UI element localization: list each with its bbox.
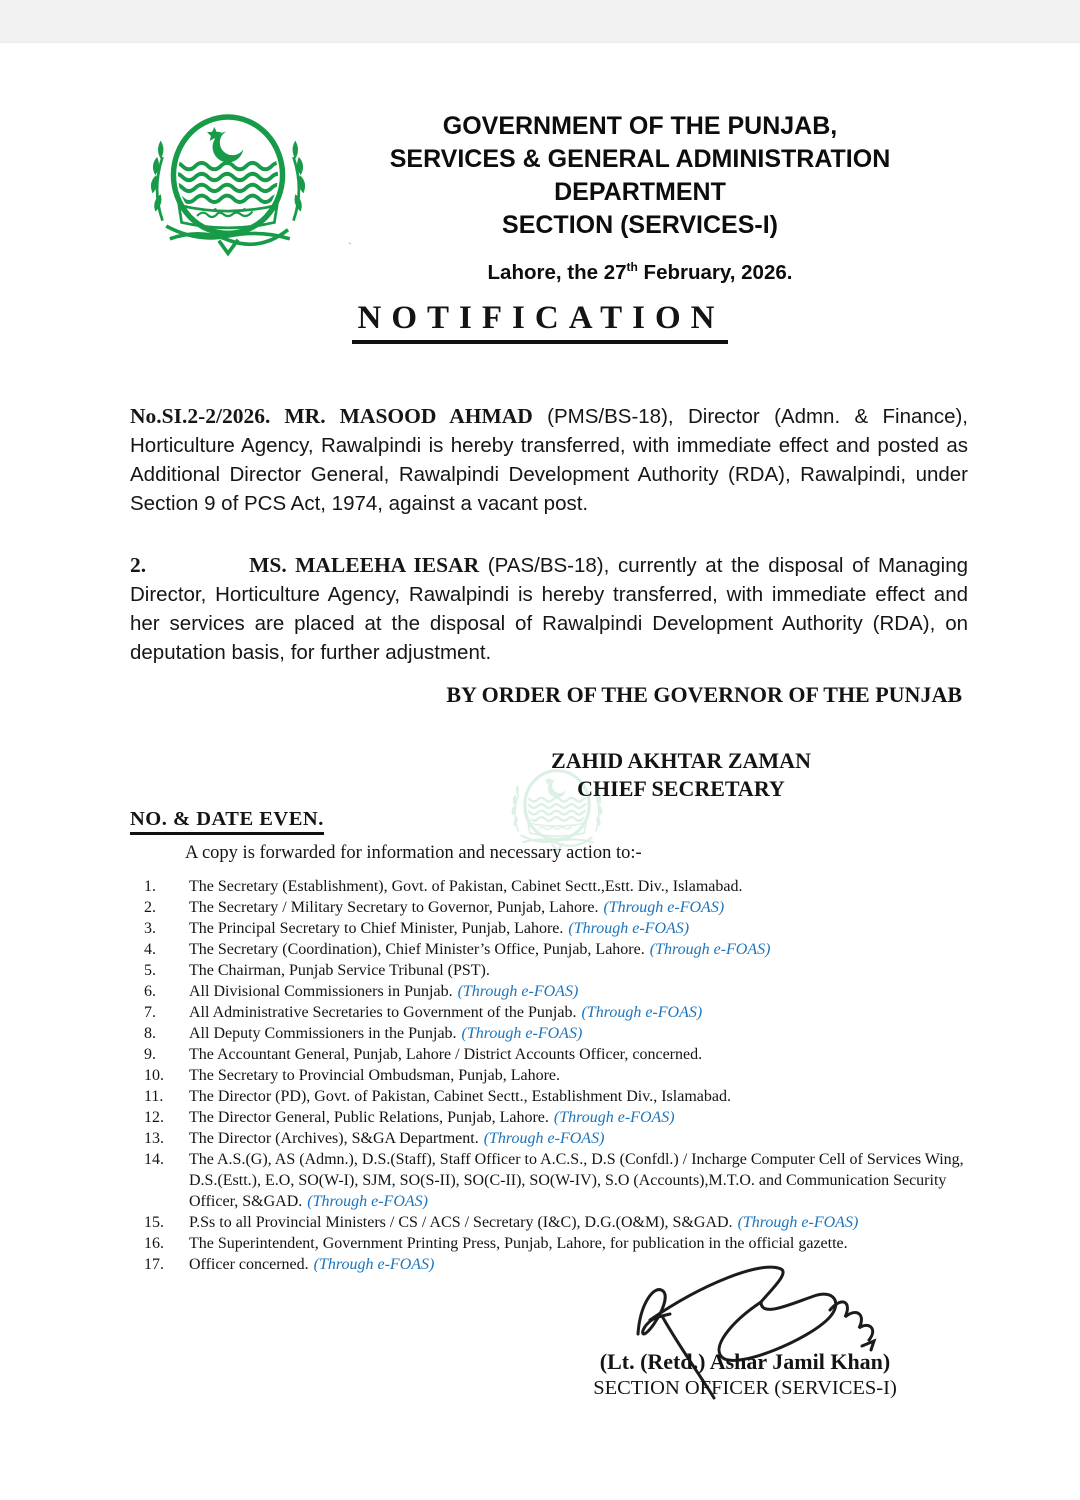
org-line-2: SERVICES & GENERAL ADMINISTRATION bbox=[389, 145, 891, 173]
efoas-note: (Through e-FOAS) bbox=[553, 1109, 675, 1126]
list-item-number: 17. bbox=[144, 1256, 164, 1273]
scan-artifact: ˋ bbox=[348, 240, 352, 254]
list-item-number: 6. bbox=[144, 983, 156, 1000]
paragraph-1-text: (PMS/BS-18), Director (Admn. & Finance), Horticulture Agency, Rawalpindi is hereby transferred, with immediate effect and posted as Additional Director General, Rawalpindi Development Authority (RDA), Rawalpindi, under Section 9 of PCS Act, 1974, against a vacant post. bbox=[130, 404, 968, 515]
list-item bbox=[144, 1044, 968, 1065]
list-item-number: 1. bbox=[144, 878, 156, 895]
paragraph-1-subject: No.SI.2-2/2026. MR. MASOOD AHMAD bbox=[130, 403, 533, 428]
efoas-note: (Through e-FOAS) bbox=[581, 1004, 703, 1021]
letterhead bbox=[350, 110, 930, 289]
list-item-number: 3. bbox=[144, 920, 156, 937]
place-date-line bbox=[350, 251, 930, 289]
list-item-text: The Director General, Public Relations, Punjab, Lahore. bbox=[189, 1109, 549, 1126]
list-item bbox=[144, 876, 968, 897]
org-line-4: SECTION (SERVICES-I) bbox=[502, 211, 778, 239]
org-line-1: GOVERNMENT OF THE PUNJAB, bbox=[442, 112, 838, 140]
efoas-note: (Through e-FOAS) bbox=[483, 1130, 605, 1147]
efoas-note: (Through e-FOAS) bbox=[307, 1193, 428, 1210]
top-gray-band bbox=[0, 0, 1080, 43]
list-item-number: 16. bbox=[144, 1235, 164, 1252]
no-date-even-heading: NO. & DATE EVEN. bbox=[130, 808, 324, 835]
list-item-text: The Secretary / Military Secretary to Governor, Punjab, Lahore. bbox=[189, 899, 599, 916]
list-item bbox=[144, 939, 968, 960]
paragraph-2 bbox=[130, 551, 968, 667]
list-item-text: The Director (Archives), S&GA Department. bbox=[189, 1130, 479, 1147]
list-item-number: 11. bbox=[144, 1088, 164, 1105]
title-row bbox=[0, 300, 1080, 344]
list-item bbox=[144, 1002, 968, 1023]
list-item bbox=[144, 960, 968, 981]
list-item-number: 13. bbox=[144, 1130, 164, 1147]
efoas-note: (Through e-FOAS) bbox=[737, 1214, 859, 1231]
list-item bbox=[144, 1128, 968, 1149]
list-item-number: 2. bbox=[144, 899, 156, 916]
list-item-text: All Divisional Commissioners in Punjab. bbox=[189, 983, 453, 1000]
by-order-line: BY ORDER OF THE GOVERNOR OF THE PUNJAB bbox=[446, 682, 962, 707]
list-item-text: The Secretary to Provincial Ombudsman, Punjab, Lahore. bbox=[189, 1067, 561, 1084]
signing-officer-title: SECTION OFFICER (SERVICES-I) bbox=[593, 1377, 897, 1399]
recipients-list bbox=[144, 876, 968, 1275]
list-item-text: The A.S.(G), AS (Admn.), D.S.(Staff), Staff Officer to A.C.S., D.S (Confdl.) / Incharge Computer Cell of Services Wing, D.S.(Estt.), E.O, SO(W-I), SJM, SO(S-II), SO(C-II), SO(W-IV), S.O (Accounts),M.T.O. and Communication Security Officer, S&GAD. bbox=[189, 1151, 964, 1210]
forwarding-line: A copy is forwarded for information and necessary action to:- bbox=[185, 843, 642, 863]
list-item-text: The Chairman, Punjab Service Tribunal (PST). bbox=[189, 962, 490, 979]
list-item-number: 9. bbox=[144, 1046, 156, 1063]
list-item bbox=[144, 1233, 968, 1254]
list-item bbox=[144, 1023, 968, 1044]
list-item bbox=[144, 1149, 968, 1212]
list-item-number: 12. bbox=[144, 1109, 164, 1126]
punjab-government-emblem-icon bbox=[128, 106, 328, 268]
list-item-text: All Deputy Commissioners in the Punjab. bbox=[189, 1025, 457, 1042]
list-item-number: 15. bbox=[144, 1214, 164, 1231]
signatory-title: CHIEF SECRETARY bbox=[577, 776, 785, 801]
list-item-number: 4. bbox=[144, 941, 156, 958]
list-item bbox=[144, 1107, 968, 1128]
date-main: Lahore, the 27 bbox=[487, 260, 627, 284]
efoas-note: (Through e-FOAS) bbox=[568, 920, 690, 937]
list-item-text: The Director (PD), Govt. of Pakistan, Cabinet Sectt., Establishment Div., Islamabad. bbox=[189, 1088, 731, 1105]
paragraph-2-subject: MS. MALEEHA IESAR bbox=[249, 552, 480, 577]
efoas-note: (Through e-FOAS) bbox=[649, 941, 771, 958]
paragraph-1 bbox=[130, 402, 968, 518]
page-title: NOTIFICATION bbox=[352, 300, 729, 344]
list-item-text: The Accountant General, Punjab, Lahore / District Accounts Officer, concerned. bbox=[189, 1046, 703, 1063]
list-item-text: The Principal Secretary to Chief Minister, Punjab, Lahore. bbox=[189, 920, 564, 937]
list-item bbox=[144, 897, 968, 918]
list-item-text: The Secretary (Coordination), Chief Minister’s Office, Punjab, Lahore. bbox=[189, 941, 645, 958]
efoas-note: (Through e-FOAS) bbox=[313, 1256, 435, 1273]
list-item-text: The Superintendent, Government Printing Press, Punjab, Lahore, for publication in the official gazette. bbox=[189, 1235, 848, 1252]
signing-officer-name: (Lt. (Retd.) Ashar Jamil Khan) bbox=[599, 1349, 891, 1374]
list-item bbox=[144, 1065, 968, 1086]
list-item-number: 7. bbox=[144, 1004, 156, 1021]
org-line-3: DEPARTMENT bbox=[554, 178, 726, 206]
efoas-note: (Through e-FOAS) bbox=[603, 899, 725, 916]
list-item-text: P.Ss to all Provincial Ministers / CS / ACS / Secretary (I&C), D.G.(O&M), S&GAD. bbox=[189, 1214, 733, 1231]
list-item bbox=[144, 981, 968, 1002]
paragraph-2-number: 2. bbox=[130, 552, 147, 577]
list-item bbox=[144, 918, 968, 939]
list-item-number: 5. bbox=[144, 962, 156, 979]
signatory-name: ZAHID AKHTAR ZAMAN bbox=[551, 748, 811, 773]
date-rest: February, 2026. bbox=[637, 260, 793, 284]
list-item bbox=[144, 1212, 968, 1233]
date-ordinal: th bbox=[626, 260, 638, 274]
list-item-text: The Secretary (Establishment), Govt. of Pakistan, Cabinet Sectt.,Estt. Div., Islamabad. bbox=[189, 878, 743, 895]
efoas-note: (Through e-FOAS) bbox=[457, 983, 579, 1000]
list-item-text: All Administrative Secretaries to Government of the Punjab. bbox=[189, 1004, 577, 1021]
list-item-number: 10. bbox=[144, 1067, 164, 1084]
efoas-note: (Through e-FOAS) bbox=[461, 1025, 583, 1042]
list-item-text: Officer concerned. bbox=[189, 1256, 309, 1273]
list-item-number: 8. bbox=[144, 1025, 156, 1042]
paragraph-2-text: (PAS/BS-18), currently at the disposal of Managing Director, Horticulture Agency, Rawalpindi is hereby transferred, with immediate effect and her services are placed at the disposal of Rawalpindi Development Authority (RDA), on deputation basis, for further adjustment. bbox=[130, 553, 968, 664]
list-item bbox=[144, 1086, 968, 1107]
list-item-number: 14. bbox=[144, 1151, 164, 1168]
